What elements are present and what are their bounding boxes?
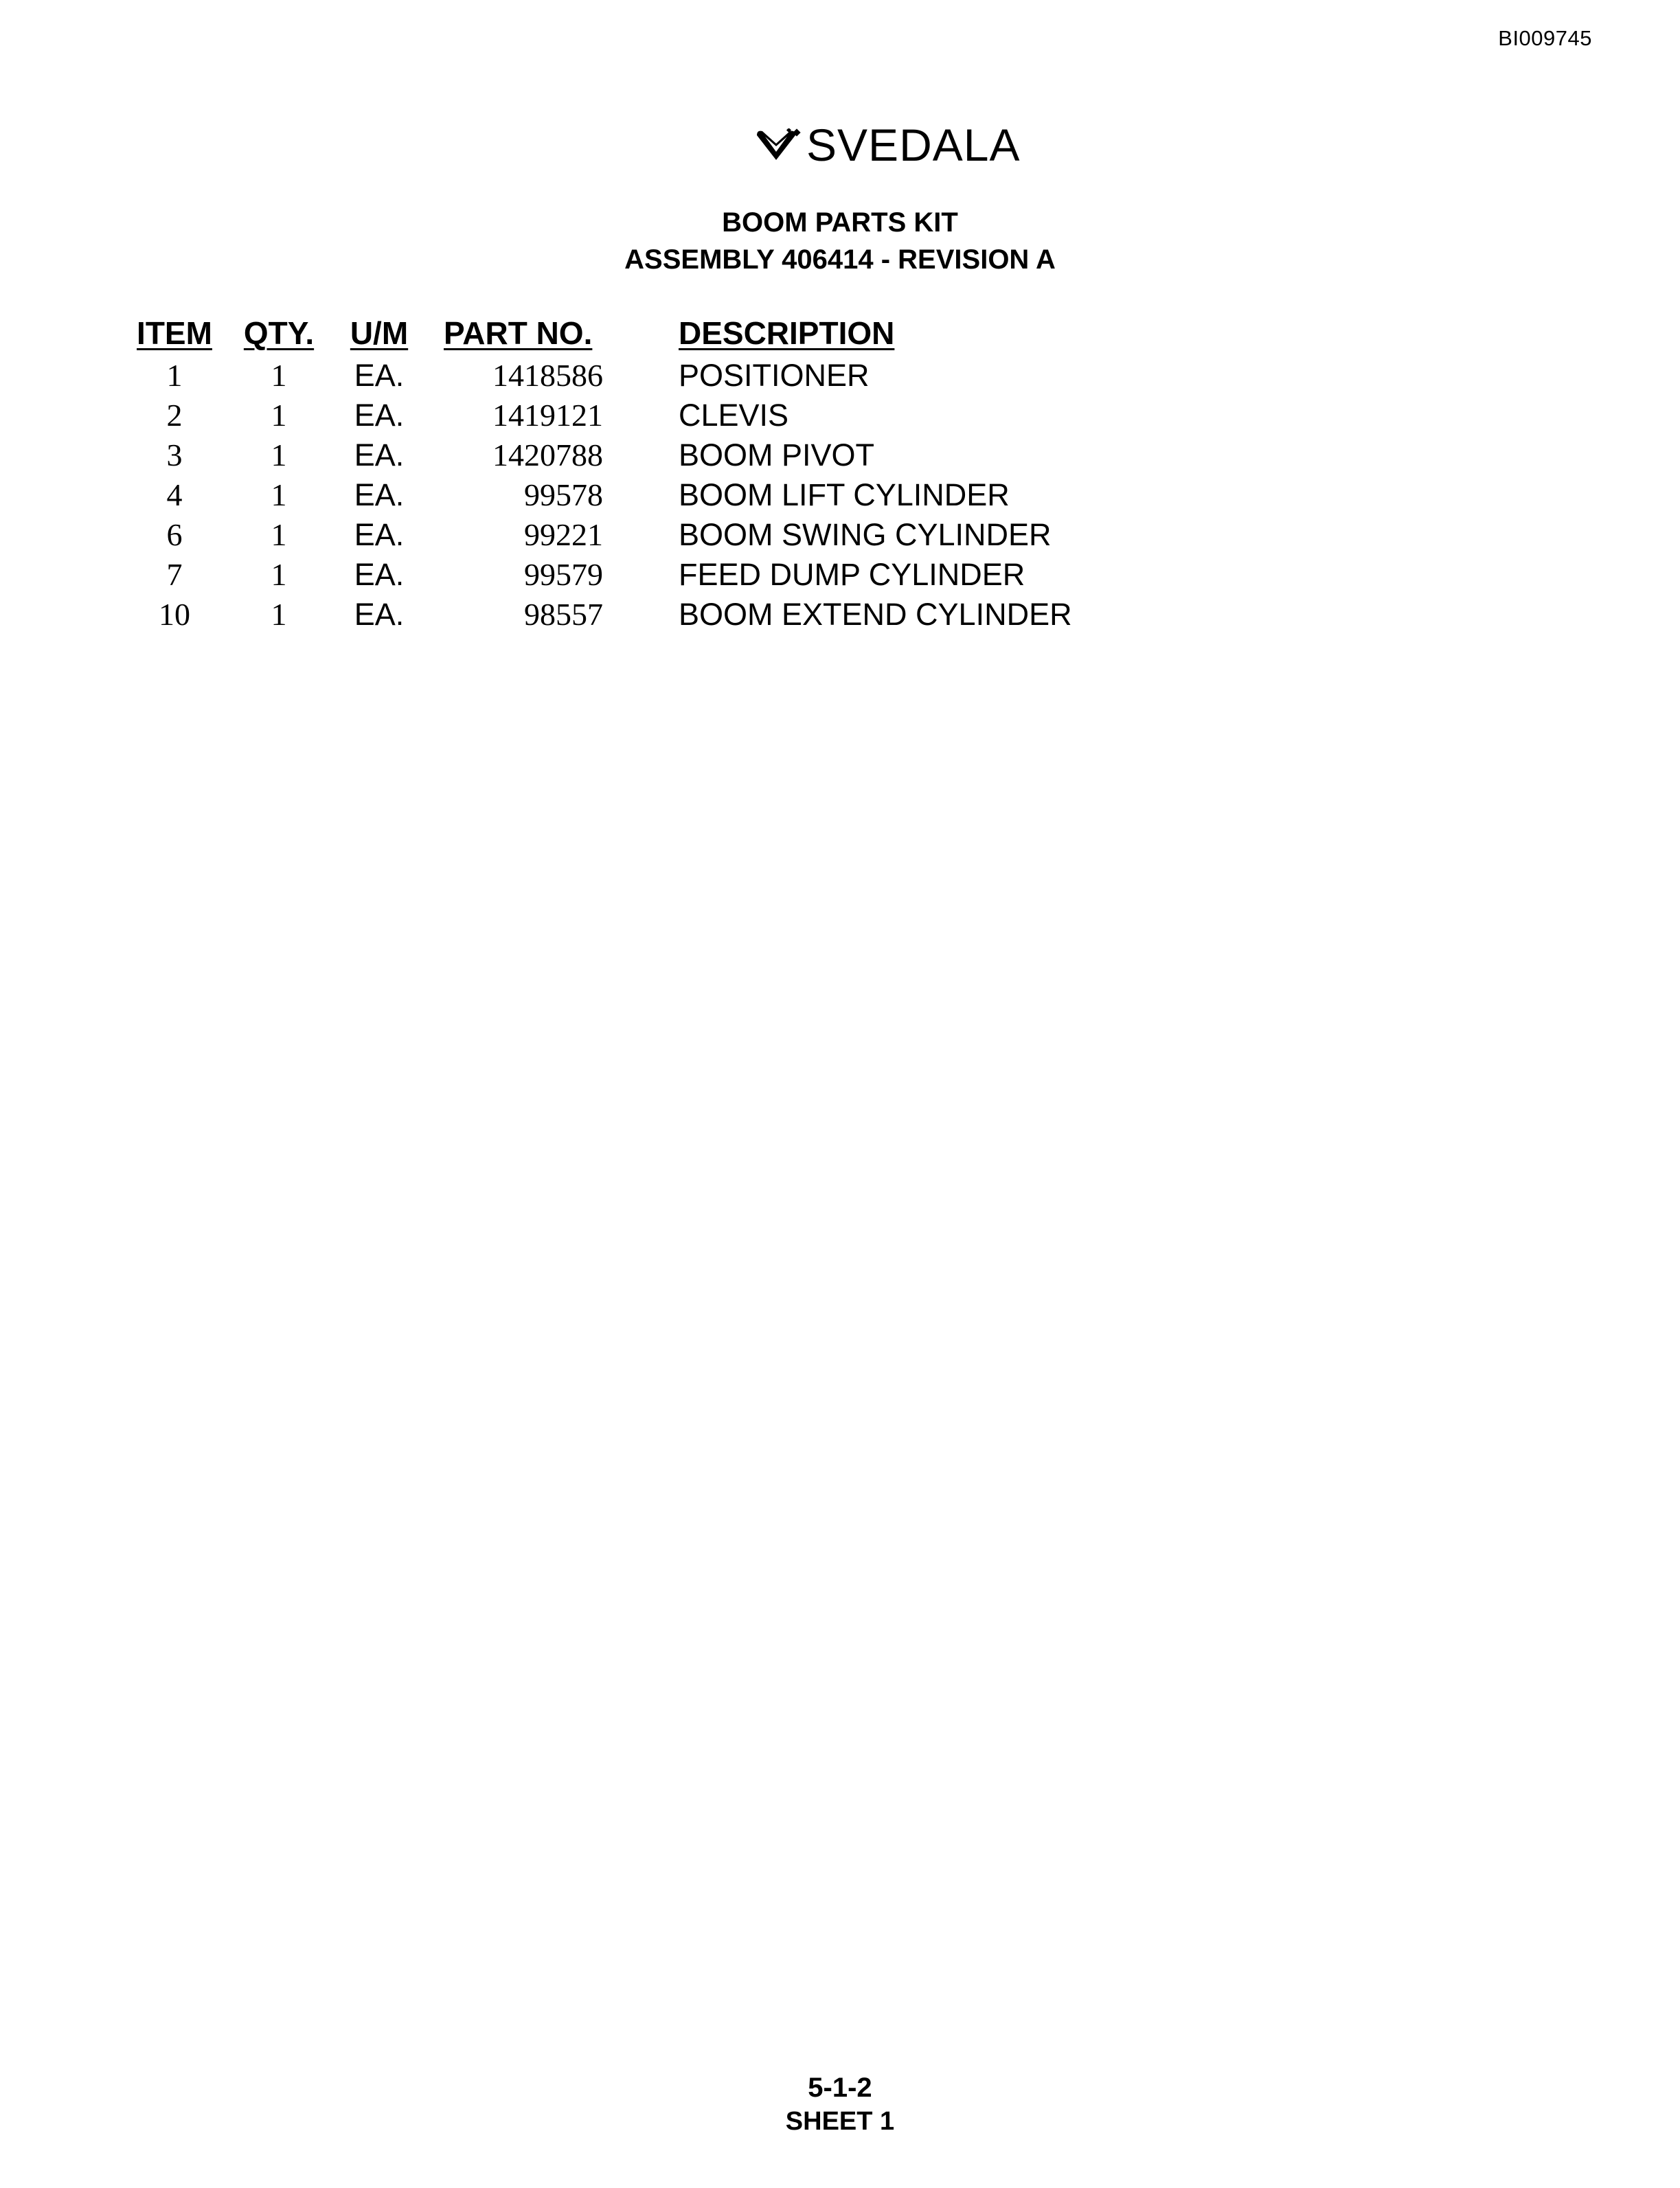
um-cell: EA. bbox=[354, 517, 405, 552]
kit-title: BOOM PARTS KIT bbox=[722, 207, 958, 238]
description-cell: FEED DUMP CYLINDER bbox=[679, 557, 1025, 592]
item-cell: 4 bbox=[166, 477, 183, 512]
sheet-number: SHEET 1 bbox=[785, 2107, 895, 2136]
item-cell: 7 bbox=[166, 557, 183, 592]
item-cell: 3 bbox=[166, 437, 183, 472]
header-item: ITEM bbox=[137, 315, 212, 351]
qty-cell: 1 bbox=[271, 437, 287, 472]
um-cell: EA. bbox=[354, 398, 405, 433]
svedala-logo bbox=[756, 119, 1021, 170]
part-no-cell: 99579 bbox=[524, 557, 603, 592]
um-cell: EA. bbox=[354, 477, 405, 512]
header-description: DESCRIPTION bbox=[679, 315, 895, 351]
header-qty: QTY. bbox=[243, 315, 315, 351]
item-cell: 1 bbox=[166, 358, 183, 393]
um-cell: EA. bbox=[354, 358, 405, 393]
description-cell: POSITIONER bbox=[679, 358, 870, 393]
part-no-cell: 1420788 bbox=[492, 437, 603, 472]
item-cell: 6 bbox=[166, 517, 183, 552]
item-cell: 2 bbox=[166, 398, 183, 433]
description-cell: BOOM SWING CYLINDER bbox=[679, 517, 1052, 552]
qty-cell: 1 bbox=[271, 597, 287, 632]
part-no-cell: 1418586 bbox=[492, 358, 603, 393]
part-no-cell: 98557 bbox=[524, 597, 603, 632]
description-cell: BOOM LIFT CYLINDER bbox=[679, 477, 1010, 512]
qty-cell: 1 bbox=[271, 517, 287, 552]
part-no-cell: 99578 bbox=[524, 477, 603, 512]
item-cell: 10 bbox=[159, 597, 190, 632]
description-cell: BOOM PIVOT bbox=[679, 437, 875, 472]
qty-cell: 1 bbox=[271, 557, 287, 592]
logo-wordmark: SVEDALA bbox=[806, 119, 1021, 170]
um-cell: EA. bbox=[354, 557, 405, 592]
header-um: U/M bbox=[350, 315, 409, 351]
page-number: 5-1-2 bbox=[808, 2073, 872, 2103]
qty-cell: 1 bbox=[271, 358, 287, 393]
um-cell: EA. bbox=[354, 437, 405, 472]
description-cell: CLEVIS bbox=[679, 398, 789, 433]
qty-cell: 1 bbox=[271, 398, 287, 433]
svedala-mark-icon bbox=[756, 128, 801, 161]
header-part-no: PART NO. bbox=[444, 315, 593, 351]
assembly-title: ASSEMBLY 406414 - REVISION A bbox=[624, 244, 1056, 275]
document-id: BI009745 bbox=[1498, 26, 1592, 50]
part-no-cell: 1419121 bbox=[492, 398, 603, 433]
um-cell: EA. bbox=[354, 597, 405, 632]
description-cell: BOOM EXTEND CYLINDER bbox=[679, 597, 1072, 632]
qty-cell: 1 bbox=[271, 477, 287, 512]
part-no-cell: 99221 bbox=[524, 517, 603, 552]
